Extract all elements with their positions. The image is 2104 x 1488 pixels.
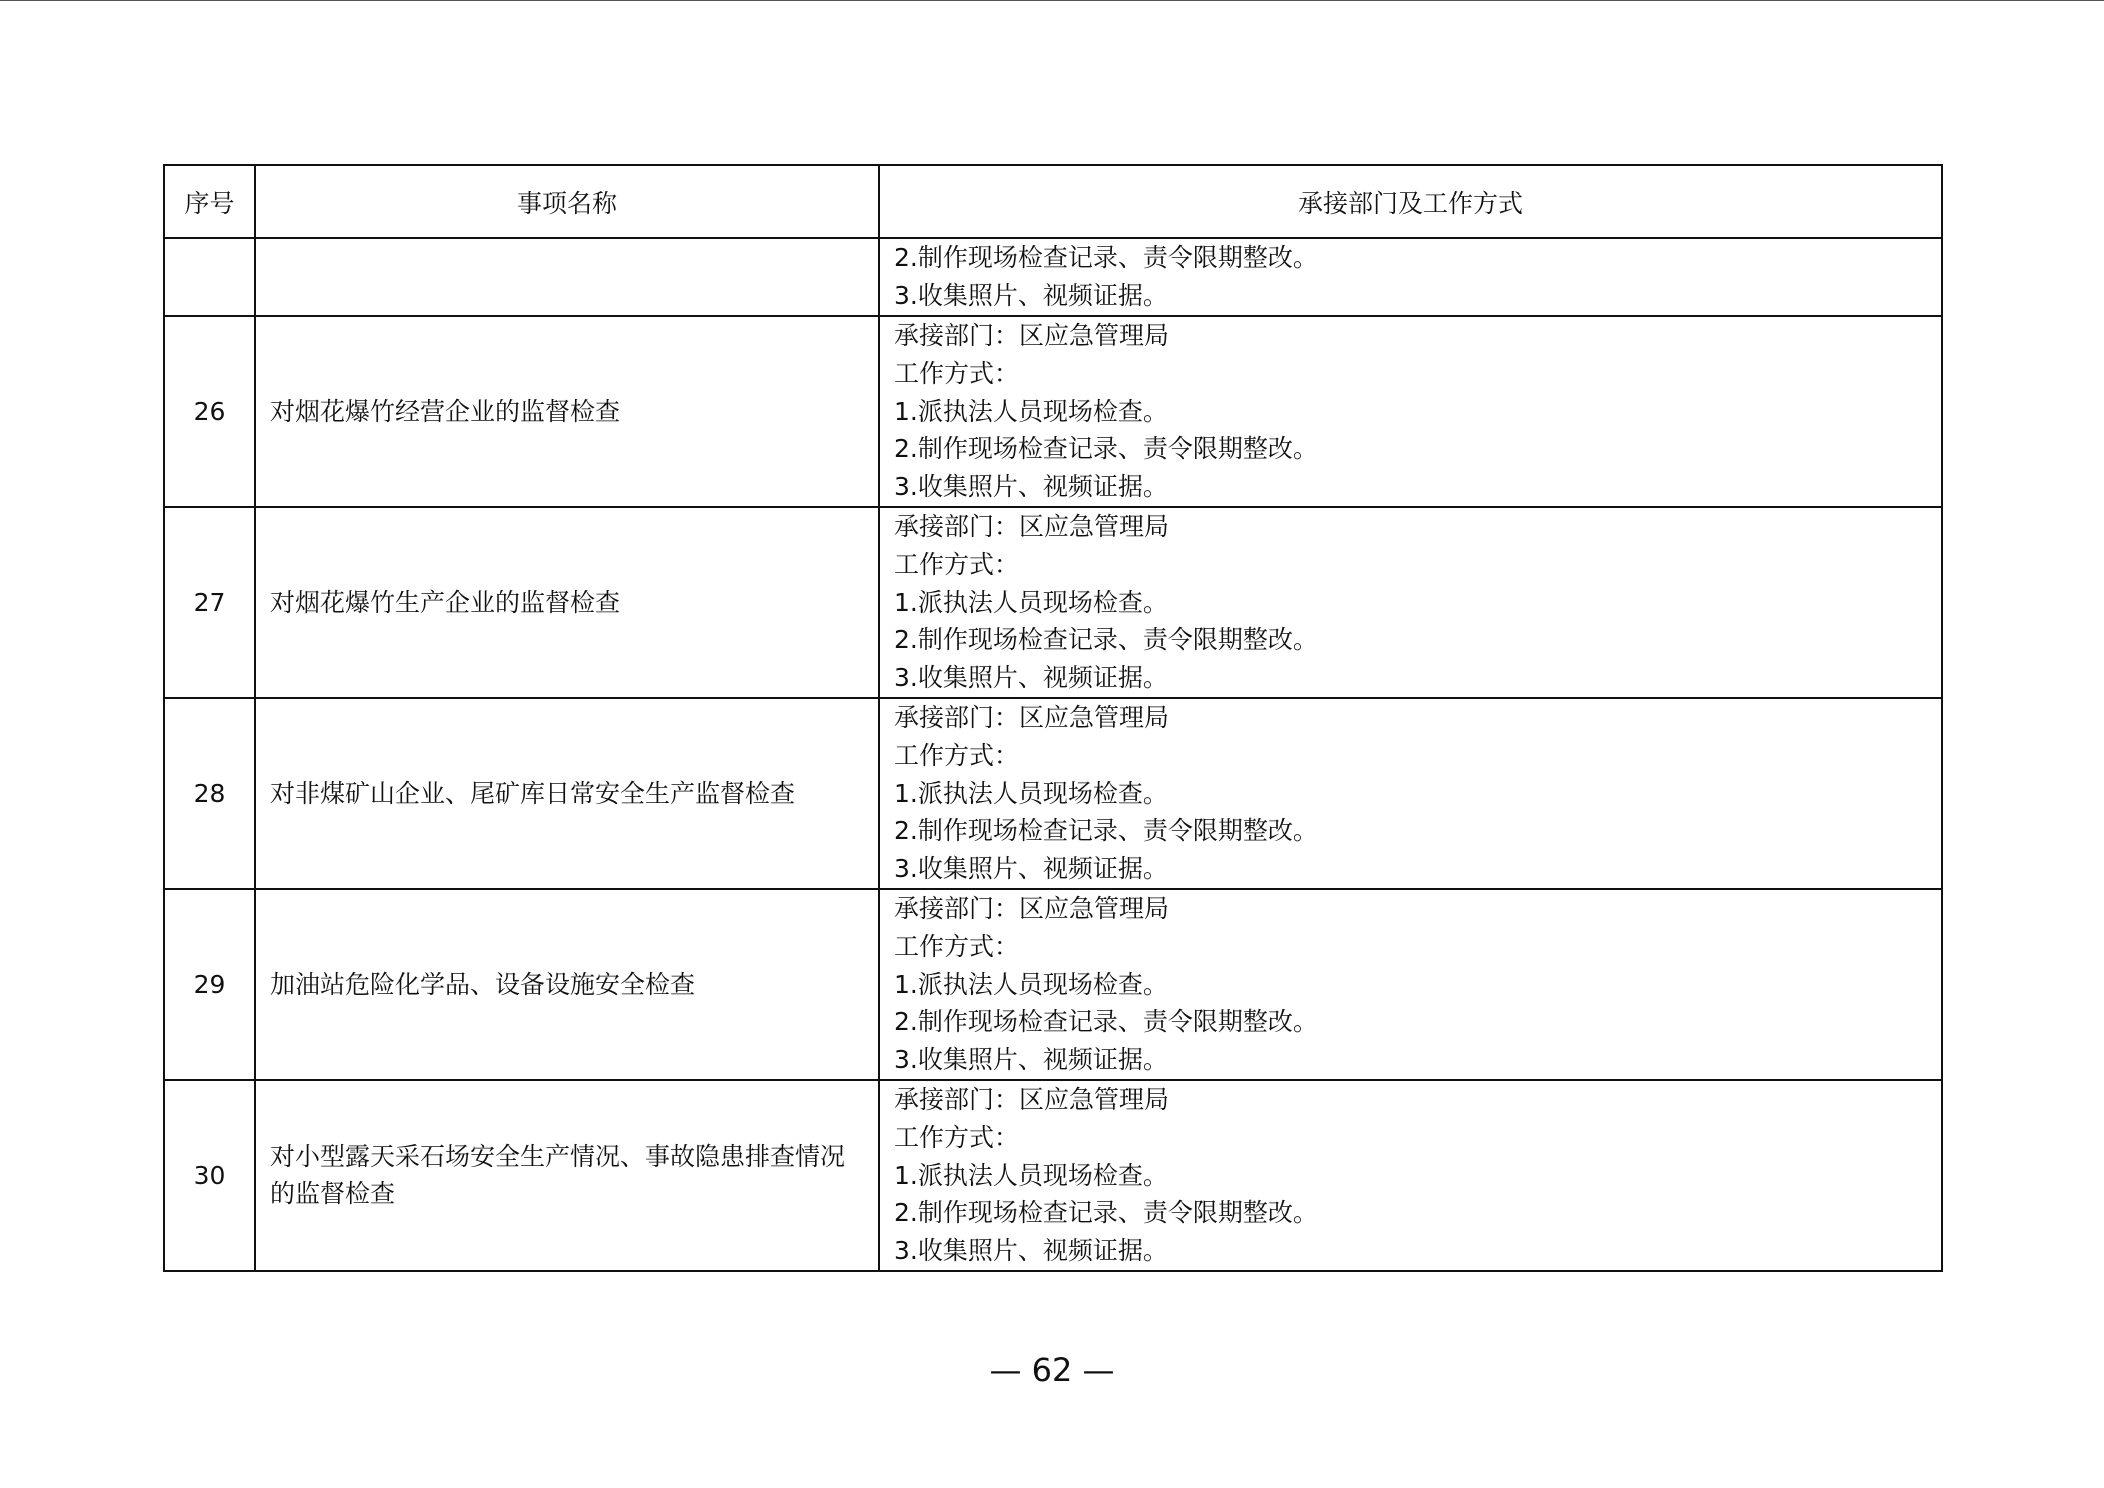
row-item-name: [255, 238, 879, 316]
method-heading-line: 工作方式：: [894, 358, 1020, 388]
row-department-method: [879, 507, 1942, 698]
header-item-name: 事项名称: [255, 165, 879, 238]
method-heading-line: 工作方式：: [894, 740, 1020, 770]
row-item-name: 对烟花爆竹经营企业的监督检查: [255, 316, 879, 507]
method-line: 1.派执法人员现场检查。: [894, 587, 1168, 617]
table-row: [164, 1080, 1942, 1271]
method-heading-line: 工作方式：: [894, 1122, 1020, 1152]
method-line: 2.制作现场检查记录、责令限期整改。: [894, 243, 1318, 272]
method-line: 3.收集照片、视频证据。: [894, 280, 1168, 310]
method-line: 3.收集照片、视频证据。: [894, 1236, 1168, 1266]
department-line: 承接部门：区应急管理局: [894, 702, 1170, 732]
method-line: 3.收集照片、视频证据。: [894, 472, 1168, 502]
matters-table: [163, 164, 1943, 1272]
table-row: [164, 507, 1942, 698]
row-department-method: [879, 698, 1942, 889]
header-department-method: 承接部门及工作方式: [879, 165, 1942, 238]
method-line: 3.收集照片、视频证据。: [894, 663, 1168, 693]
method-line: 1.派执法人员现场检查。: [894, 969, 1168, 999]
table-row: [164, 889, 1942, 1080]
row-item-name: 对非煤矿山企业、尾矿库日常安全生产监督检查: [255, 698, 879, 889]
method-line: 2.制作现场检查记录、责令限期整改。: [894, 1198, 1318, 1228]
row-number: 26: [164, 316, 255, 507]
row-item-name: 对烟花爆竹生产企业的监督检查: [255, 507, 879, 698]
row-item-name: 对小型露天采石场安全生产情况、事故隐患排查情况的监督检查: [255, 1080, 879, 1271]
method-line: 2.制作现场检查记录、责令限期整改。: [894, 816, 1318, 846]
row-number: 28: [164, 698, 255, 889]
row-item-name: 加油站危险化学品、设备设施安全检查: [255, 889, 879, 1080]
top-border-line: [0, 0, 2104, 1]
row-department-method: [879, 889, 1942, 1080]
row-department-method: [879, 238, 1942, 316]
department-line: 承接部门：区应急管理局: [894, 511, 1170, 541]
method-line: 2.制作现场检查记录、责令限期整改。: [894, 1007, 1318, 1037]
method-line: 1.派执法人员现场检查。: [894, 396, 1168, 426]
table-row: [164, 316, 1942, 507]
page-number: — 62 —: [989, 1351, 1115, 1389]
method-heading-line: 工作方式：: [894, 931, 1020, 961]
row-number: 30: [164, 1080, 255, 1271]
row-number: 27: [164, 507, 255, 698]
row-department-method: [879, 316, 1942, 507]
method-line: 3.收集照片、视频证据。: [894, 854, 1168, 884]
table-header-row: [164, 165, 1942, 238]
method-line: 2.制作现场检查记录、责令限期整改。: [894, 434, 1318, 464]
method-line: 3.收集照片、视频证据。: [894, 1045, 1168, 1075]
row-number: [164, 238, 255, 316]
method-heading-line: 工作方式：: [894, 549, 1020, 579]
row-department-method: [879, 1080, 1942, 1271]
method-line: 1.派执法人员现场检查。: [894, 1160, 1168, 1190]
department-line: 承接部门：区应急管理局: [894, 893, 1170, 923]
table-row-continuation: [164, 238, 1942, 316]
row-number: 29: [164, 889, 255, 1080]
department-line: 承接部门：区应急管理局: [894, 321, 1170, 350]
table-row: [164, 698, 1942, 889]
header-number: 序号: [164, 165, 255, 238]
method-line: 2.制作现场检查记录、责令限期整改。: [894, 625, 1318, 655]
department-line: 承接部门：区应急管理局: [894, 1084, 1170, 1114]
method-line: 1.派执法人员现场检查。: [894, 778, 1168, 808]
